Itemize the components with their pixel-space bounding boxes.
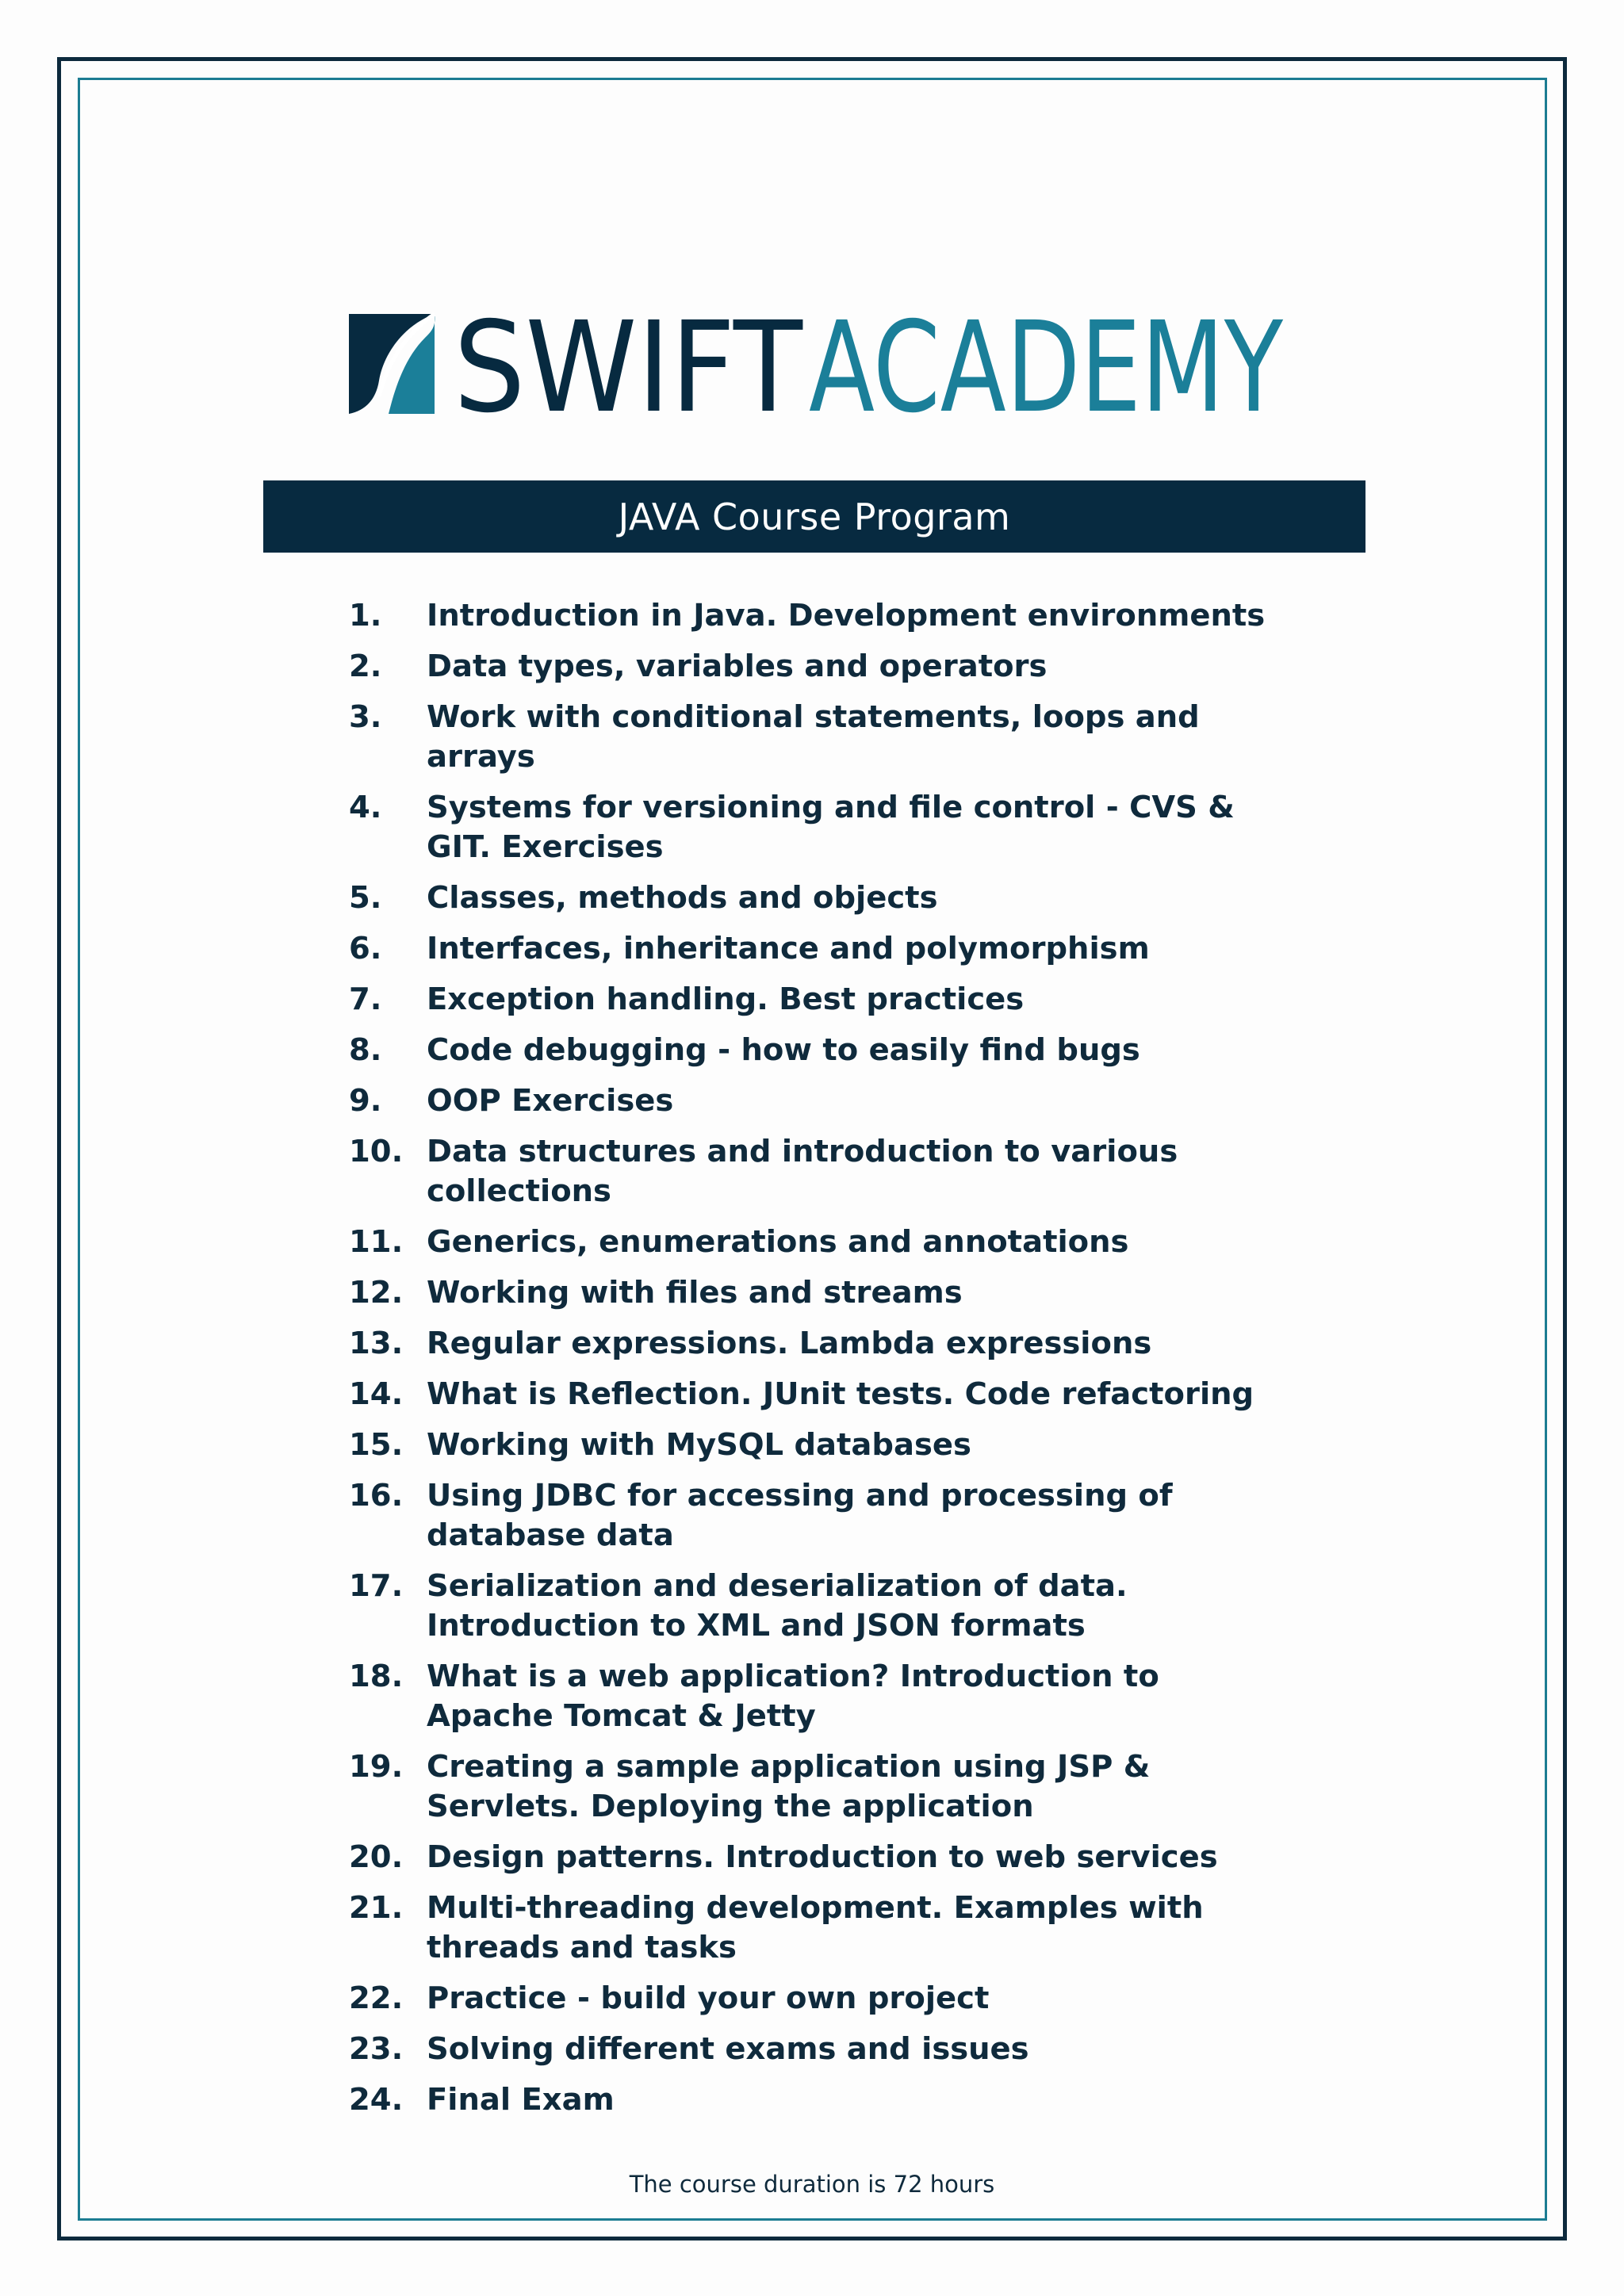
topic-number: 23.: [349, 2031, 404, 2067]
topic-number: 15.: [349, 1427, 404, 1463]
topic-number: 20.: [349, 1839, 404, 1875]
logo-emblem-icon: [349, 314, 435, 414]
topic-text: Exception handling. Best practices: [427, 982, 1025, 1017]
topic-number: 24.: [349, 2082, 404, 2118]
topic-number: 9.: [349, 1083, 382, 1119]
topic-number: 1.: [349, 598, 382, 633]
list-item: [349, 1567, 1285, 1646]
list-item: [349, 788, 1285, 867]
list-item: [349, 647, 1285, 687]
topic-list: [349, 596, 1285, 2131]
list-item: [349, 1273, 1285, 1313]
list-item: [349, 698, 1285, 777]
topic-text: What is a web application? Introduction to Apache Tomcat & Jetty: [427, 1659, 1159, 1734]
topic-text: Solving different exams and issues: [427, 2031, 1029, 2067]
topic-number: 5.: [349, 880, 382, 916]
list-item: [349, 980, 1285, 1020]
list-item: [349, 1425, 1285, 1465]
topic-number: 4.: [349, 790, 382, 825]
topic-number: 22.: [349, 1980, 404, 2016]
logo-text-academy: ACADEMY: [809, 295, 1284, 441]
topic-text: Data types, variables and operators: [427, 649, 1048, 684]
list-item: [349, 1747, 1285, 1827]
topic-text: Practice - build your own project: [427, 1980, 990, 2016]
topic-text: Final Exam: [427, 2082, 615, 2118]
topic-text: OOP Exercises: [427, 1083, 674, 1119]
course-title-bar: [263, 480, 1365, 553]
topic-text: What is Reflection. JUnit tests. Code refactoring: [427, 1376, 1254, 1412]
topic-text: Code debugging - how to easily find bugs: [427, 1032, 1140, 1068]
topic-number: 16.: [349, 1478, 404, 1513]
topic-text: Working with files and streams: [427, 1275, 963, 1311]
course-duration-note: The course duration is 72 hours: [629, 2171, 995, 2198]
topic-text: Work with conditional statements, loops and arrays: [427, 699, 1200, 775]
topic-number: 17.: [349, 1568, 404, 1604]
topic-text: Regular expressions. Lambda expressions: [427, 1326, 1152, 1361]
topic-text: Design patterns. Introduction to web services: [427, 1839, 1218, 1875]
topic-number: 21.: [349, 1890, 404, 1926]
swift-academy-logo: [349, 295, 1285, 441]
topic-text: Serialization and deserialization of data. Introduction to XML and JSON formats: [427, 1568, 1128, 1644]
topic-text: Data structures and introduction to various collections: [427, 1134, 1178, 1209]
list-item: [349, 2030, 1285, 2069]
list-item: [349, 1838, 1285, 1877]
list-item: [349, 1888, 1285, 1968]
topic-number: 12.: [349, 1275, 404, 1311]
topic-text: Introduction in Java. Development environments: [427, 598, 1266, 633]
list-item: [349, 929, 1285, 969]
topic-number: 13.: [349, 1326, 404, 1361]
topic-text: Working with MySQL databases: [427, 1427, 971, 1463]
list-item: [349, 2080, 1285, 2120]
topic-text: Generics, enumerations and annotations: [427, 1224, 1129, 1260]
topic-number: 7.: [349, 982, 382, 1017]
topic-text: Multi-threading development. Examples with threads and tasks: [427, 1890, 1204, 1965]
list-item: [349, 1132, 1285, 1211]
list-item: [349, 1476, 1285, 1556]
list-item: [349, 1081, 1285, 1121]
list-item: [349, 1324, 1285, 1364]
topic-text: Systems for versioning and file control - CVS & GIT. Exercises: [427, 790, 1235, 865]
topic-text: Using JDBC for accessing and processing of database data: [427, 1478, 1173, 1553]
topic-number: 6.: [349, 931, 382, 966]
list-item: [349, 1223, 1285, 1262]
list-item: [349, 1375, 1285, 1414]
topic-number: 19.: [349, 1749, 404, 1785]
list-item: [349, 596, 1285, 636]
topic-number: 3.: [349, 699, 382, 735]
topic-text: Creating a sample application using JSP & Servlets. Deploying the application: [427, 1749, 1151, 1824]
topic-number: 10.: [349, 1134, 404, 1169]
course-title: JAVA Course Program: [618, 495, 1011, 538]
topic-number: 18.: [349, 1659, 404, 1694]
topic-text: Classes, methods and objects: [427, 880, 938, 916]
list-item: [349, 1031, 1285, 1070]
topic-number: 2.: [349, 649, 382, 684]
topic-number: 14.: [349, 1376, 404, 1412]
list-item: [349, 1979, 1285, 2019]
topic-text: Interfaces, inheritance and polymorphism: [427, 931, 1150, 966]
logo-text-swift: SWIFT: [454, 295, 803, 441]
topic-number: 11.: [349, 1224, 404, 1260]
list-item: [349, 1657, 1285, 1736]
topic-number: 8.: [349, 1032, 382, 1068]
list-item: [349, 878, 1285, 918]
